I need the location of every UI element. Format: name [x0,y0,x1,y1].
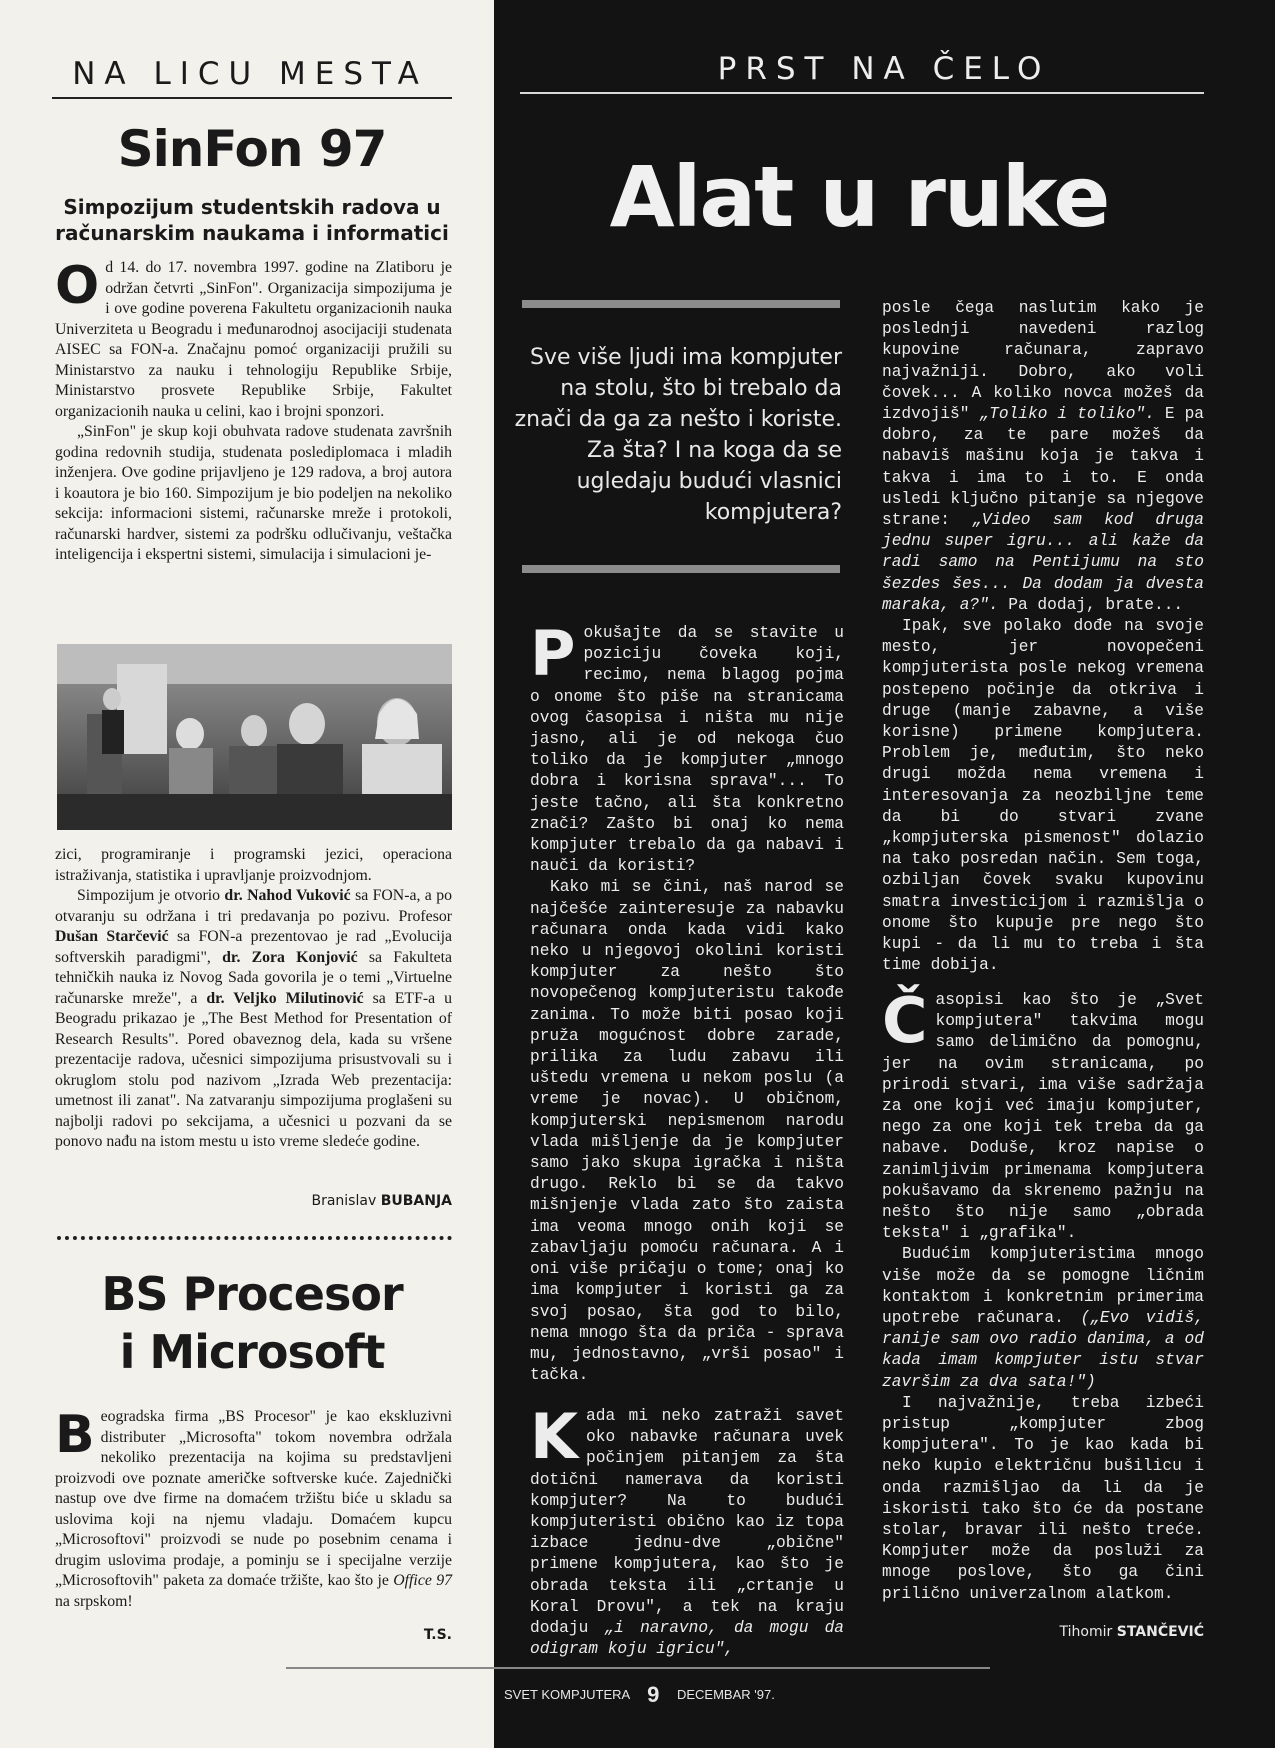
paragraph: Ipak, sve polako dođe na svoje mesto, jer novopečeni kompjuterista posle nekog vremena postepeno počinje da otkriva i druge (manje zabavne, a više korisne) primene kompjutera. Problem je, međutim, što neko drugi možda nema vremena i interesovanja za neozbiljne teme da bi do stvari zvane „kompjuterska pismenost" dolazio na tako posredan način. Sem toga, ozbiljan čovek svaku kupovinu smatra investicijom i razmišlja o onome što kupuje pre nego što kupi - da li mu to treba i šta time dobija. [882,617,1204,975]
paragraph: d 14. do 17. novembra 1997. godine na Zlatiboru je održan četvrti „SinFon". Organizacija simpozijuma je i ove godine poverena Fakultetu organizacionih nauka Univerziteta u Beogradu i međunarodnoj asocijaciji studenata AISEC sa FON-a. Značajnu pomoć organizaciji pružili su Ministarstvo za nauku i tehnologiju Republike Srbije, Ministarstvo prosvete Republike Srbije, Fakultet organizacionih nauka u celini, kao i brojni sponzori. [55,259,452,420]
divider [52,97,452,99]
footer-magazine: SVET KOMPJUTERA [504,1687,630,1702]
text: sa FON-a prezentovao je rad „Evolucija softverskih paradigmi", [55,928,452,966]
grey-bar [522,300,840,308]
italic-quote: „i naravno, da mogu da odigram koju igricu", [530,1619,845,1659]
paragraph: Kako mi se čini, naš narod se najčešće zainteresuje za nabavku računara onda kada vidi kako neko u njegovoj okolini koristi kompjuter za nešto što novopečenog kompjuteristu takođe zanima. To može biti posao koji pruža mogućnost dobre zarade, prilika za ludu zabavu ili uštedu vremena u nekom poslu (a vreme je novac). U običnom, kompjuterski nepismenom narodu vlada mišljenje da je kompjuter samo jako skupa igračka i ništa drugo. Reklo bi se da takvo mišnjenje vlada zato što zaista ima veoma mnogo onih koji se zabavljaju pomoću računara. A i oni više pričaju o tome; onaj ko ima kompjuter i koristi ga za svoj posao, šta god to bilo, nema mnogo šta da priča - sprava mu, jednostavno, „vrši posao" i tačka. [530,878,844,1385]
paragraph: zici, programiranje i programski jezici, operaciona istraživanja, statistika i upravljanje proizvodnjom. [55,846,452,884]
text: na srpskom! [55,1592,133,1610]
sinfon-body-bottom [55,845,452,1153]
text: sa FON-a, a po otvaranju su održana i tri predavanja po pozivu. Profesor [55,887,452,925]
footer [504,1682,804,1708]
article-title-alat: Alat u ruke [609,148,1109,246]
grey-bar [522,565,840,573]
dropcap: B [55,1405,95,1465]
alat-column-2 [882,298,1204,977]
paragraph [882,298,1204,616]
author-first: Branislav [311,1193,377,1209]
author-ts: T.S. [423,1627,452,1643]
text: Budućim kompjuteristima mnogo više može da se pomogne ličnim kontaktom i konkretnim primerima upotrebe računara. [882,1245,1204,1328]
paragraph: ada mi neko zatraži savet oko nabavke računara uvek počinjem pitanjem za šta dotični namerava da koristi kompjuter? Na to budući kompjuteristi obično kao iz topa izbace jednu-dve „obične" primene kompjutera, kao što je obrada teksta ili „crtanje u Koral Drovu", a tek na kraju dodaju [530,1407,844,1638]
article-subtitle-sinfon: Simpozijum studentskih radova u računarskim naukama i informatici [55,195,449,245]
paragraph: eogradska firma „BS Procesor" je kao ekskluzivni distributer „Microsofta" tokom novembra održala nekoliko prezentacija na kojima su predstavljeni proizvodi ove poznate američke softverske kuće. Zajednički nastup ove dve firme na domaćem tržištu biće u skladu sa uslovima koji na njemu vladaju. Domaćem kupcu „Microsoftovi" proizvodi se nude po posebnim cenama i drugim uslovima prodaje, a pominju se i specijalne verzije „Microsoftovih" paketa za domaće tržište, kao što je [55,1408,452,1589]
text: E pa dobro, za te pare možeš da nabaviš mašinu koja je takva i takva i ima to i to. E onda usledi ključno pitanje sa njegove strane: [882,405,1204,530]
section-label-left: NA LICU MESTA [72,56,428,92]
author-first: Tihomir [1059,1624,1113,1640]
text: Simpozijum je otvorio [77,887,225,904]
paragraph: asopisi kao što je „Svet kompjutera" takvima mogu samo delimično da pomognu, jer na ovim stranicama, po prirodi stvari, ima više sadržaja za one koji već imaju kompjuter, nego za one koji tek treba da ga nabave. Doduše, kroz napise o zanimljivim primenama kompjutera pokušavamo da skrenemo pažnju na nešto što nije samo „obrada teksta" i „grafika". [882,991,1204,1243]
paragraph [55,886,452,1153]
alat-column-1b [530,1400,845,1660]
author-last: STANČEVIĆ [1116,1624,1204,1640]
section-label-right: PRST NA ČELO [717,51,1051,87]
dropcap: K [530,1400,579,1473]
person-name: dr. Zora Konjović [222,948,358,966]
text: sa Fakulteta tehničkih nauka iz Novog Sada govorila je o temi „Virtuelne računarske mreže", a [55,948,452,1007]
footer-date: DECEMBAR '97. [676,1687,775,1702]
person-name: Dušan Starčević [55,928,169,945]
left-column [0,0,494,1748]
right-column [494,0,1275,1748]
paragraph: okušajte da se stavite u poziciju čoveka koji, recimo, nema blagog pojma o onome što piše na stranicama ovog časopisa i ništa mu nije jasno, ali je od nekoga čuo toliko da je kompjuter „mnogo dobra i korisna sprava"... To jeste tačno, ali šta konkretno znači? Zašto bi onaj ko nema kompjuter trebalo da ga nabavi i nauči da koristi? [530,624,844,876]
product-name: Office 97 [393,1572,452,1589]
symposium-photo [57,644,452,830]
article-title-bsprocesor [52,1265,452,1381]
dropcap: P [530,617,576,690]
sinfon-body-top [55,258,452,566]
dropcap: Č [882,984,928,1057]
italic-quote: „Toliko i toliko". [979,405,1155,424]
title-line: BS Procesor [101,1267,403,1321]
divider [520,92,1204,94]
author-stancevic [1004,1624,1204,1640]
alat-column-2b [882,984,1204,1605]
person-name: dr. Nahod Vuković [224,887,351,904]
text: sa ETF-a u Beogradu prikazao je „The Best Method for Presentation of Research Results". Pored obaveznog dela, kada su vršene prezentacije radova, učesnici simpozijuma prisustvovali su i okruglom stolu pod nazivom „Izrada Web prezentacija: umetnost ili zanat". Na zatvaranju simpozijuma proglašeni su najbolji radovi po sekcijama, a učesnici u pozvani da se ponovo nađu na istom mestu u isto vreme sledeće godine. [55,989,452,1150]
title-line: i Microsoft [119,1325,385,1379]
paragraph: „SinFon" je skup koji obuhvata radove studenata završnih godina redovnih studija, studenata poslediplomaca i mladih inženjera. Ove godine prijavljeno je 129 radova, a broj autora i koautora je bio 160. Simpozijum je bio podeljen na nekoliko sekcija: informacioni sistemi, računarske mreže i protokoli, računarski hardver, sistemi za podršku odlučivanju, veštačka inteligencija i ekspertni sistemi, simulacija i simulacioni je- [55,423,452,563]
author-last: BUBANJA [380,1193,452,1209]
page-number: 9 [647,1682,660,1707]
text: posle čega naslutim kako je poslednji navedeni razlog kupovine računara, zapravo najvažniji. Dobro, ako voli čovek... A koliko novca možeš da izdvojiš" [882,299,1204,424]
alat-column-1 [530,617,844,1386]
paragraph: I najvažnije, treba izbeći pristup „kompjuter zbog kompjutera". To je kao kada bi neko kupio električnu bušilicu i onda razmišljao da li da je iskoristi tako što će da postane stolar, bravar ili nešto treće. Kompjuter može da posluži za mnoge poslove, što ga čini prilično univerzalnom alatkom. [882,1393,1204,1603]
person-name: dr. Veljko Milutinović [206,989,364,1007]
paragraph [882,1244,1204,1392]
article-intro: Sve više ljudi ima kompjuter na stolu, što bi trebalo da znači da ga za nešto i koriste. Za šta? I na koga da se ugledaju budući vlasnici kompjutera? [514,345,842,525]
italic-quote: „Video sam kod druga jednu super igru... ali kaže da radi samo na Pentijumu na sto šezdes šes... Da dodam ja dvesta maraka, a?". [882,511,1204,614]
dotted-divider [57,1236,452,1240]
text: Pa dodaj, brate... [998,595,1184,614]
author-bubanja [252,1193,452,1209]
footer-rule [286,1667,990,1669]
dropcap: O [55,256,100,316]
bsprocesor-body [55,1407,452,1612]
article-title-sinfon: SinFon 97 [117,120,387,178]
italic-quote: („Evo vidiš, ranije sam ovo radio danima, a od kada imam kompjuter istu stvar završim za dva sata!") [882,1309,1204,1391]
